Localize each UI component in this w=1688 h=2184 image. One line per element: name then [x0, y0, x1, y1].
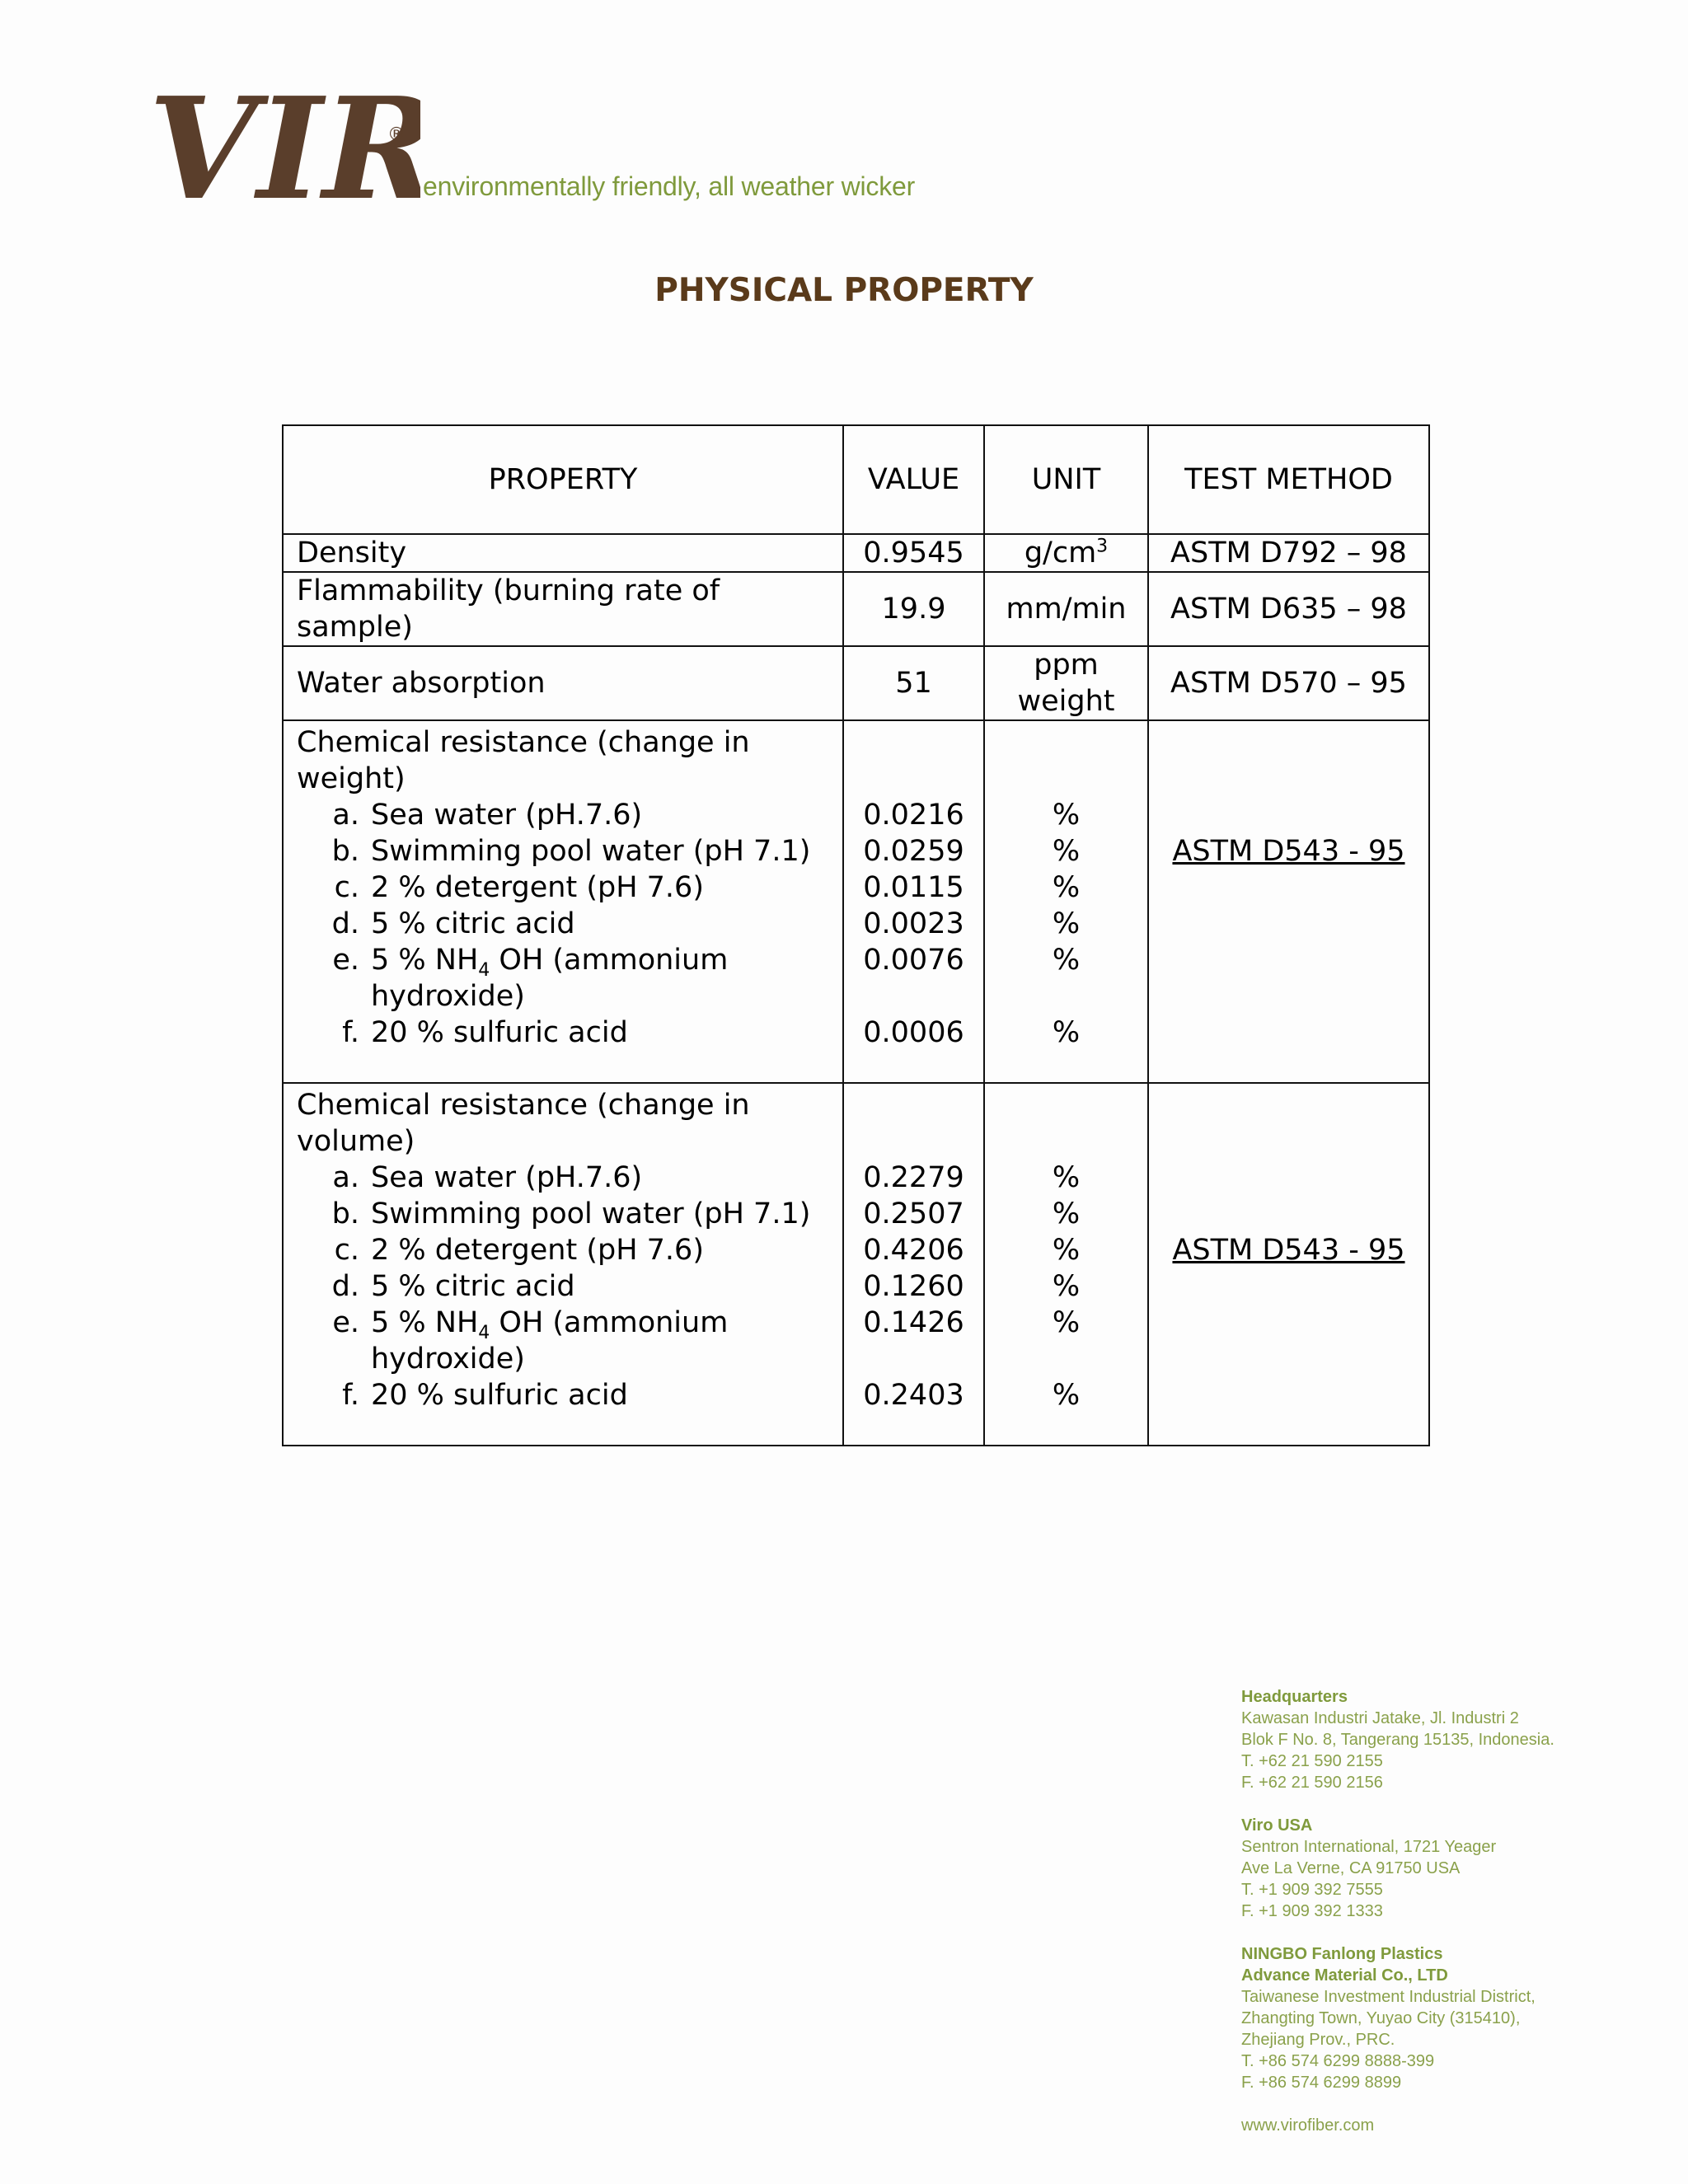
- property-cell: Flammability (burning rate of sample): [283, 572, 843, 646]
- condition-list: [297, 797, 842, 1051]
- list-item: f. 20 % sulfuric acid: [342, 1379, 628, 1412]
- unit-cell: ppm weight: [984, 646, 1148, 720]
- list-item: a. Sea water (pH.7.6): [332, 1161, 643, 1194]
- unit-cell: % % % % % %: [984, 720, 1148, 1083]
- list-item: c. 2 % detergent (pH 7.6): [334, 1234, 704, 1267]
- method-cell: ASTM D570 – 95: [1148, 646, 1429, 720]
- viro-usa-block: Viro USA Sentron International, 1721 Yeager Ave La Verne, CA 91750 USA T. +1 909 392 7555 F. +1 909 392 1333: [1241, 1816, 1497, 1920]
- value-cell: 51: [843, 646, 984, 720]
- method-link: ASTM D543 - 95: [1172, 835, 1405, 868]
- unit-cell: % % % % % %: [984, 1083, 1148, 1446]
- property-cell: [283, 720, 843, 1083]
- table-row-group-weight: [283, 720, 1429, 1083]
- table-row-group-volume: [283, 1083, 1429, 1446]
- ningbo-block: NINGBO Fanlong Plastics Advance Material Co., LTD Taiwanese Investment Industrial District, Zhangting Town, Yuyao City (315410), Zhejiang Prov., PRC. T. +86 574 6299 8888-399 F. +86 574 6299 8899: [1241, 1945, 1536, 2092]
- svg-text:VIRO: VI: [148, 67, 323, 214]
- list-item: b. Swimming pool water (pH 7.1): [331, 835, 811, 868]
- method-cell: [1148, 1083, 1429, 1446]
- list-item: e. 5 % $NH_4$ OH (ammonium hydroxide): [332, 1306, 729, 1376]
- value-cell: 0.0216 0.0259 0.0115 0.0023 0.0076 0.0006: [843, 720, 984, 1083]
- value-cell: 0.9545: [843, 534, 984, 572]
- method-cell: ASTM D635 – 98: [1148, 572, 1429, 646]
- page-title: PHYSICAL PROPERTY: [654, 272, 1034, 309]
- header-unit: UNIT: [984, 425, 1148, 534]
- brand-tagline: environmentally friendly, all weather wicker: [423, 171, 916, 201]
- table-row: [283, 572, 1429, 646]
- table-row: [283, 646, 1429, 720]
- header-property: PROPERTY: [283, 425, 843, 534]
- value-cell: 0.2279 0.2507 0.4206 0.1260 0.1426 0.2403: [843, 1083, 984, 1446]
- company-contacts: [1241, 1686, 1670, 2136]
- property-cell: Density: [283, 534, 843, 572]
- value-cell: 19.9: [843, 572, 984, 646]
- unit-cell: $g/cm^3$: [984, 534, 1148, 572]
- list-item: b. Swimming pool water (pH 7.1): [331, 1197, 811, 1230]
- viro-logo-mark: [148, 58, 420, 214]
- list-item: a. Sea water (pH.7.6): [332, 799, 643, 832]
- viro-logo: [148, 58, 420, 218]
- list-item: c. 2 % detergent (pH 7.6): [334, 871, 704, 904]
- method-cell: ASTM D792 – 98: [1148, 534, 1429, 572]
- unit-cell: mm/min: [984, 572, 1148, 646]
- website-link[interactable]: www.virofiber.com: [1241, 2116, 1375, 2135]
- physical-property-table: [282, 424, 1430, 1446]
- group-title: Chemical resistance (change in volume): [297, 1089, 750, 1158]
- property-cell: Water absorption: [283, 646, 843, 720]
- header-test-method: TEST METHOD: [1148, 425, 1429, 534]
- list-item: e. 5 % $NH_4$ OH (ammonium hydroxide): [332, 944, 729, 1013]
- table-header-row: [283, 425, 1429, 534]
- condition-list: [297, 1160, 842, 1413]
- header-value: VALUE: [843, 425, 984, 534]
- svg-text:®: ®: [387, 124, 406, 145]
- list-item: f. 20 % sulfuric acid: [342, 1016, 628, 1049]
- method-link: ASTM D543 - 95: [1172, 1234, 1405, 1267]
- list-item: d. 5 % citric acid: [331, 1270, 575, 1303]
- property-cell: [283, 1083, 843, 1446]
- list-item: d. 5 % citric acid: [331, 907, 575, 940]
- group-title: Chemical resistance (change in weight): [297, 726, 750, 795]
- table-row: [283, 534, 1429, 572]
- method-cell: [1148, 720, 1429, 1083]
- headquarters-block: Headquarters Kawasan Industri Jatake, Jl. Industri 2 Blok F No. 8, Tangerang 15135, Indonesia. T. +62 21 590 2155 F. +62 21 590 2156: [1241, 1688, 1554, 1792]
